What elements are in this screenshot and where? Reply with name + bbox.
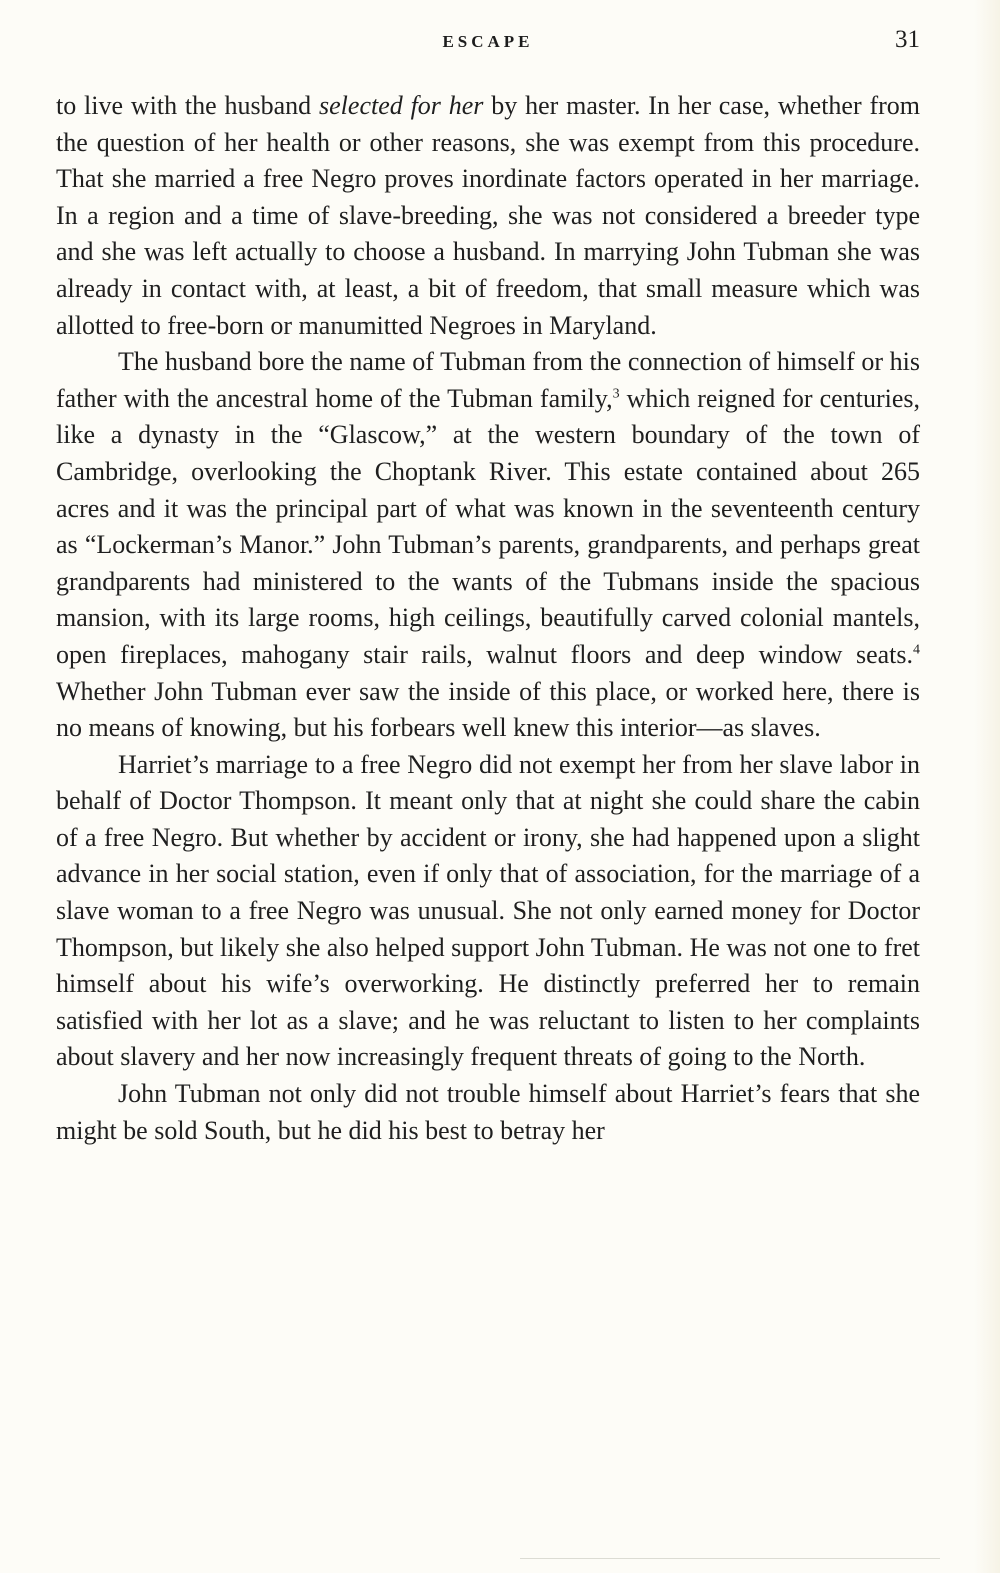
text-run: Whether John Tubman ever saw the inside of this place, or worked here, there is no means of knowing, but his forbears well knew this interior—as slaves. [56, 676, 920, 743]
footnote-marker: 4 [913, 642, 920, 658]
text-run: Harriet’s marriage to a free Negro did not exempt her from her slave labor in behalf of Doctor Thompson. It meant only that at night she could share the cabin of a free Negro. But whether by accident or irony, she had happened upon a slight advance in her social station, even if only that of association, for the marriage of a slave woman to a free Negro was unusual. She not only earned money for Doctor Thompson, but likely she also helped support John Tubman. He was not one to fret himself about his wife’s overworking. He distinctly preferred her to remain satisfied with her lot as a slave; and he was reluctant to listen to her complaints about slavery and her now increasingly frequent threats of going to the North. [56, 749, 920, 1072]
paragraph [56, 1076, 920, 1149]
paragraph [56, 344, 920, 747]
bottom-scan-mark [520, 1558, 940, 1559]
text-run: John Tubman not only did not trouble himself about Harriet’s fears that she might be sold South, but he did his best to betray her [56, 1079, 920, 1145]
footnote-marker: 3 [612, 386, 620, 402]
text-run: by her master. In her case, whether from the question of her health or other reasons, she was exempt from this procedure. That she married a free Negro proves inordinate factors operated in her marriage. In a region and a time of slave-breeding, she was not considered a breeder type and she was left actually to choose a husband. In marrying John Tubman she was already in contact with, at least, a bit of freedom, that small measure which was allotted to free-born or manumitted Negroes in Maryland. [56, 91, 920, 340]
paragraph [56, 88, 920, 344]
page-edge-shadow [974, 0, 1000, 1573]
text-run: to live with the husband [56, 91, 320, 120]
page-number: 31 [895, 26, 920, 53]
running-title: ESCAPE [442, 32, 534, 51]
paragraph [56, 747, 920, 1076]
text-run: The husband bore the name of Tubman from the connection of himself or his father with the ancestral home of the Tubman family, [56, 347, 920, 413]
body-text [56, 88, 920, 1149]
italic-phrase: selected for her [319, 91, 484, 120]
text-run: which reigned for centuries, like a dynasty in the “Glascow,” at the western boundary of the town of Cambridge, overlooking the Choptank River. This estate contained about 265 acres and it was the principal part of what was known in the seventeenth century as “Lockerman’s Manor.” John Tubman’s parents, grandparents, and perhaps great grandparents had ministered to the wants of the Tubmans inside the spacious mansion, with its large rooms, high ceilings, beautifully carved colonial mantels, open fireplaces, mahogany stair rails, walnut floors and deep window seats. [56, 383, 920, 669]
running-head [56, 26, 920, 60]
